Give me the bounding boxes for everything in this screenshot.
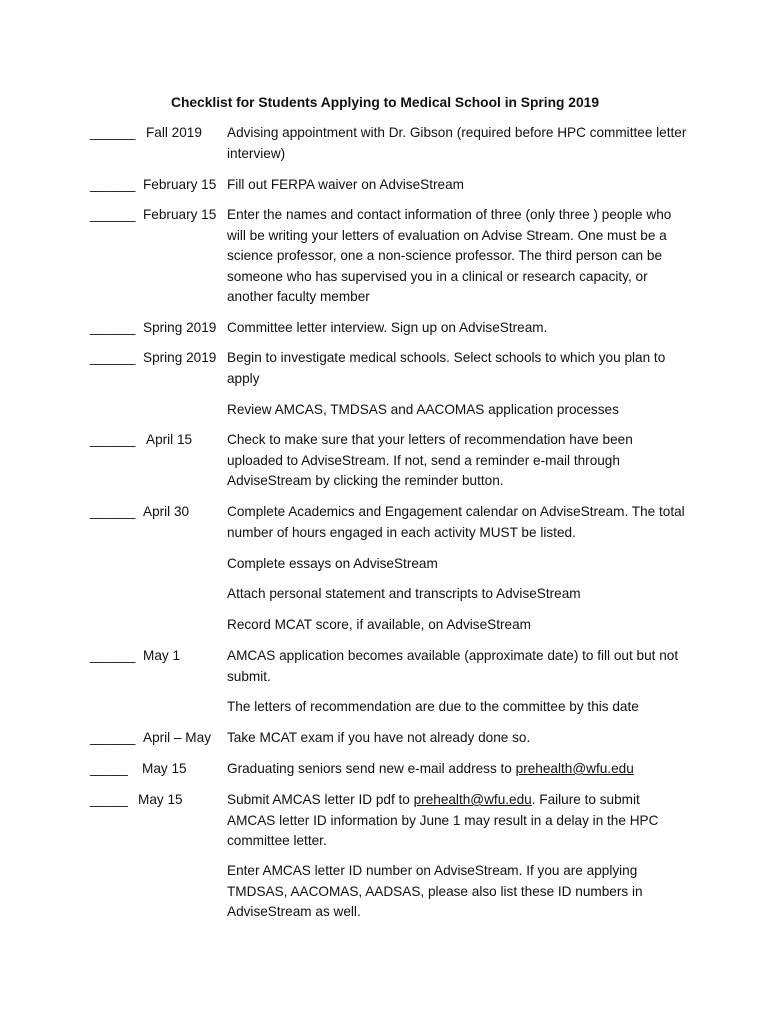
item-date: February 15 bbox=[143, 177, 217, 192]
checkbox-blank[interactable]: ______ bbox=[90, 432, 136, 447]
page-title: Checklist for Students Applying to Medical School in Spring 2019 bbox=[170, 95, 600, 110]
checkbox-blank[interactable]: ______ bbox=[90, 648, 136, 663]
item-date: February 15 bbox=[143, 207, 217, 222]
item-date: May 15 bbox=[142, 761, 187, 776]
checkbox-blank[interactable]: ______ bbox=[90, 207, 136, 222]
checkbox-blank[interactable]: ______ bbox=[90, 125, 136, 140]
item-text: Review AMCAS, TMDSAS and AACOMAS application processes bbox=[227, 402, 619, 417]
item-text: Check to make sure that your letters of recommendation have been uploaded to AdviseStream. If not, send a reminder e-mail through AdviseStream by clicking the reminder button. bbox=[227, 432, 633, 488]
checkbox-blank[interactable]: ______ bbox=[90, 320, 136, 335]
item-text bbox=[227, 790, 687, 852]
item-date: April 15 bbox=[146, 432, 193, 447]
item-text-lead: Graduating seniors send new e-mail address to bbox=[227, 761, 516, 776]
item-text: Fill out FERPA waiver on AdviseStream bbox=[227, 177, 464, 192]
item-text: Attach personal statement and transcripts to AdviseStream bbox=[227, 586, 581, 601]
checkbox-blank[interactable]: _____ bbox=[90, 792, 128, 807]
item-text: Complete Academics and Engagement calendar on AdviseStream. The total number of hours engaged in each activity MUST be listed. bbox=[227, 504, 685, 540]
item-text: Complete essays on AdviseStream bbox=[227, 556, 438, 571]
item-date: April – May bbox=[143, 730, 211, 745]
checkbox-blank[interactable]: ______ bbox=[90, 177, 136, 192]
item-text: Take MCAT exam if you have not already done so. bbox=[227, 730, 531, 745]
email-link[interactable]: prehealth@wfu.edu bbox=[515, 761, 634, 776]
email-link[interactable]: prehealth@wfu.edu bbox=[413, 792, 532, 807]
item-text: AMCAS application becomes available (approximate date) to fill out but not submit. bbox=[227, 648, 679, 684]
item-text: Record MCAT score, if available, on AdviseStream bbox=[227, 617, 531, 632]
checkbox-blank[interactable]: ______ bbox=[90, 730, 136, 745]
item-date: Spring 2019 bbox=[143, 320, 217, 335]
checkbox-blank[interactable]: ______ bbox=[90, 350, 136, 365]
item-date: May 1 bbox=[143, 648, 181, 663]
item-text bbox=[227, 759, 687, 780]
item-text: Enter AMCAS letter ID number on AdviseStream. If you are applying TMDSAS, AACOMAS, AADSAS, please also list these ID numbers in AdviseStream as well. bbox=[227, 863, 643, 919]
item-date: Fall 2019 bbox=[146, 125, 202, 140]
item-date: April 30 bbox=[143, 504, 190, 519]
item-text: The letters of recommendation are due to the committee by this date bbox=[227, 699, 639, 714]
item-date: Spring 2019 bbox=[143, 350, 217, 365]
item-date: May 15 bbox=[138, 792, 183, 807]
item-text: Committee letter interview. Sign up on AdviseStream. bbox=[227, 320, 548, 335]
item-text: Advising appointment with Dr. Gibson (required before HPC committee letter interview) bbox=[227, 125, 687, 161]
item-text: Begin to investigate medical schools. Select schools to which you plan to apply bbox=[227, 350, 666, 386]
checkbox-blank[interactable]: _____ bbox=[90, 761, 128, 776]
item-text-lead: Submit AMCAS letter ID pdf to bbox=[227, 792, 414, 807]
item-text-trail: . Failure to submit AMCAS letter ID information by June 1 may result in a delay in the HPC committee letter. bbox=[227, 792, 659, 848]
item-text: Enter the names and contact information of three (only three ) people who will be writing your letters of evaluation on Advise Stream. One must be a science professor, one a non-science professor. The third person can be someone who has supervised you in a clinical or research capacity, or another faculty member bbox=[227, 207, 672, 304]
checkbox-blank[interactable]: ______ bbox=[90, 504, 136, 519]
